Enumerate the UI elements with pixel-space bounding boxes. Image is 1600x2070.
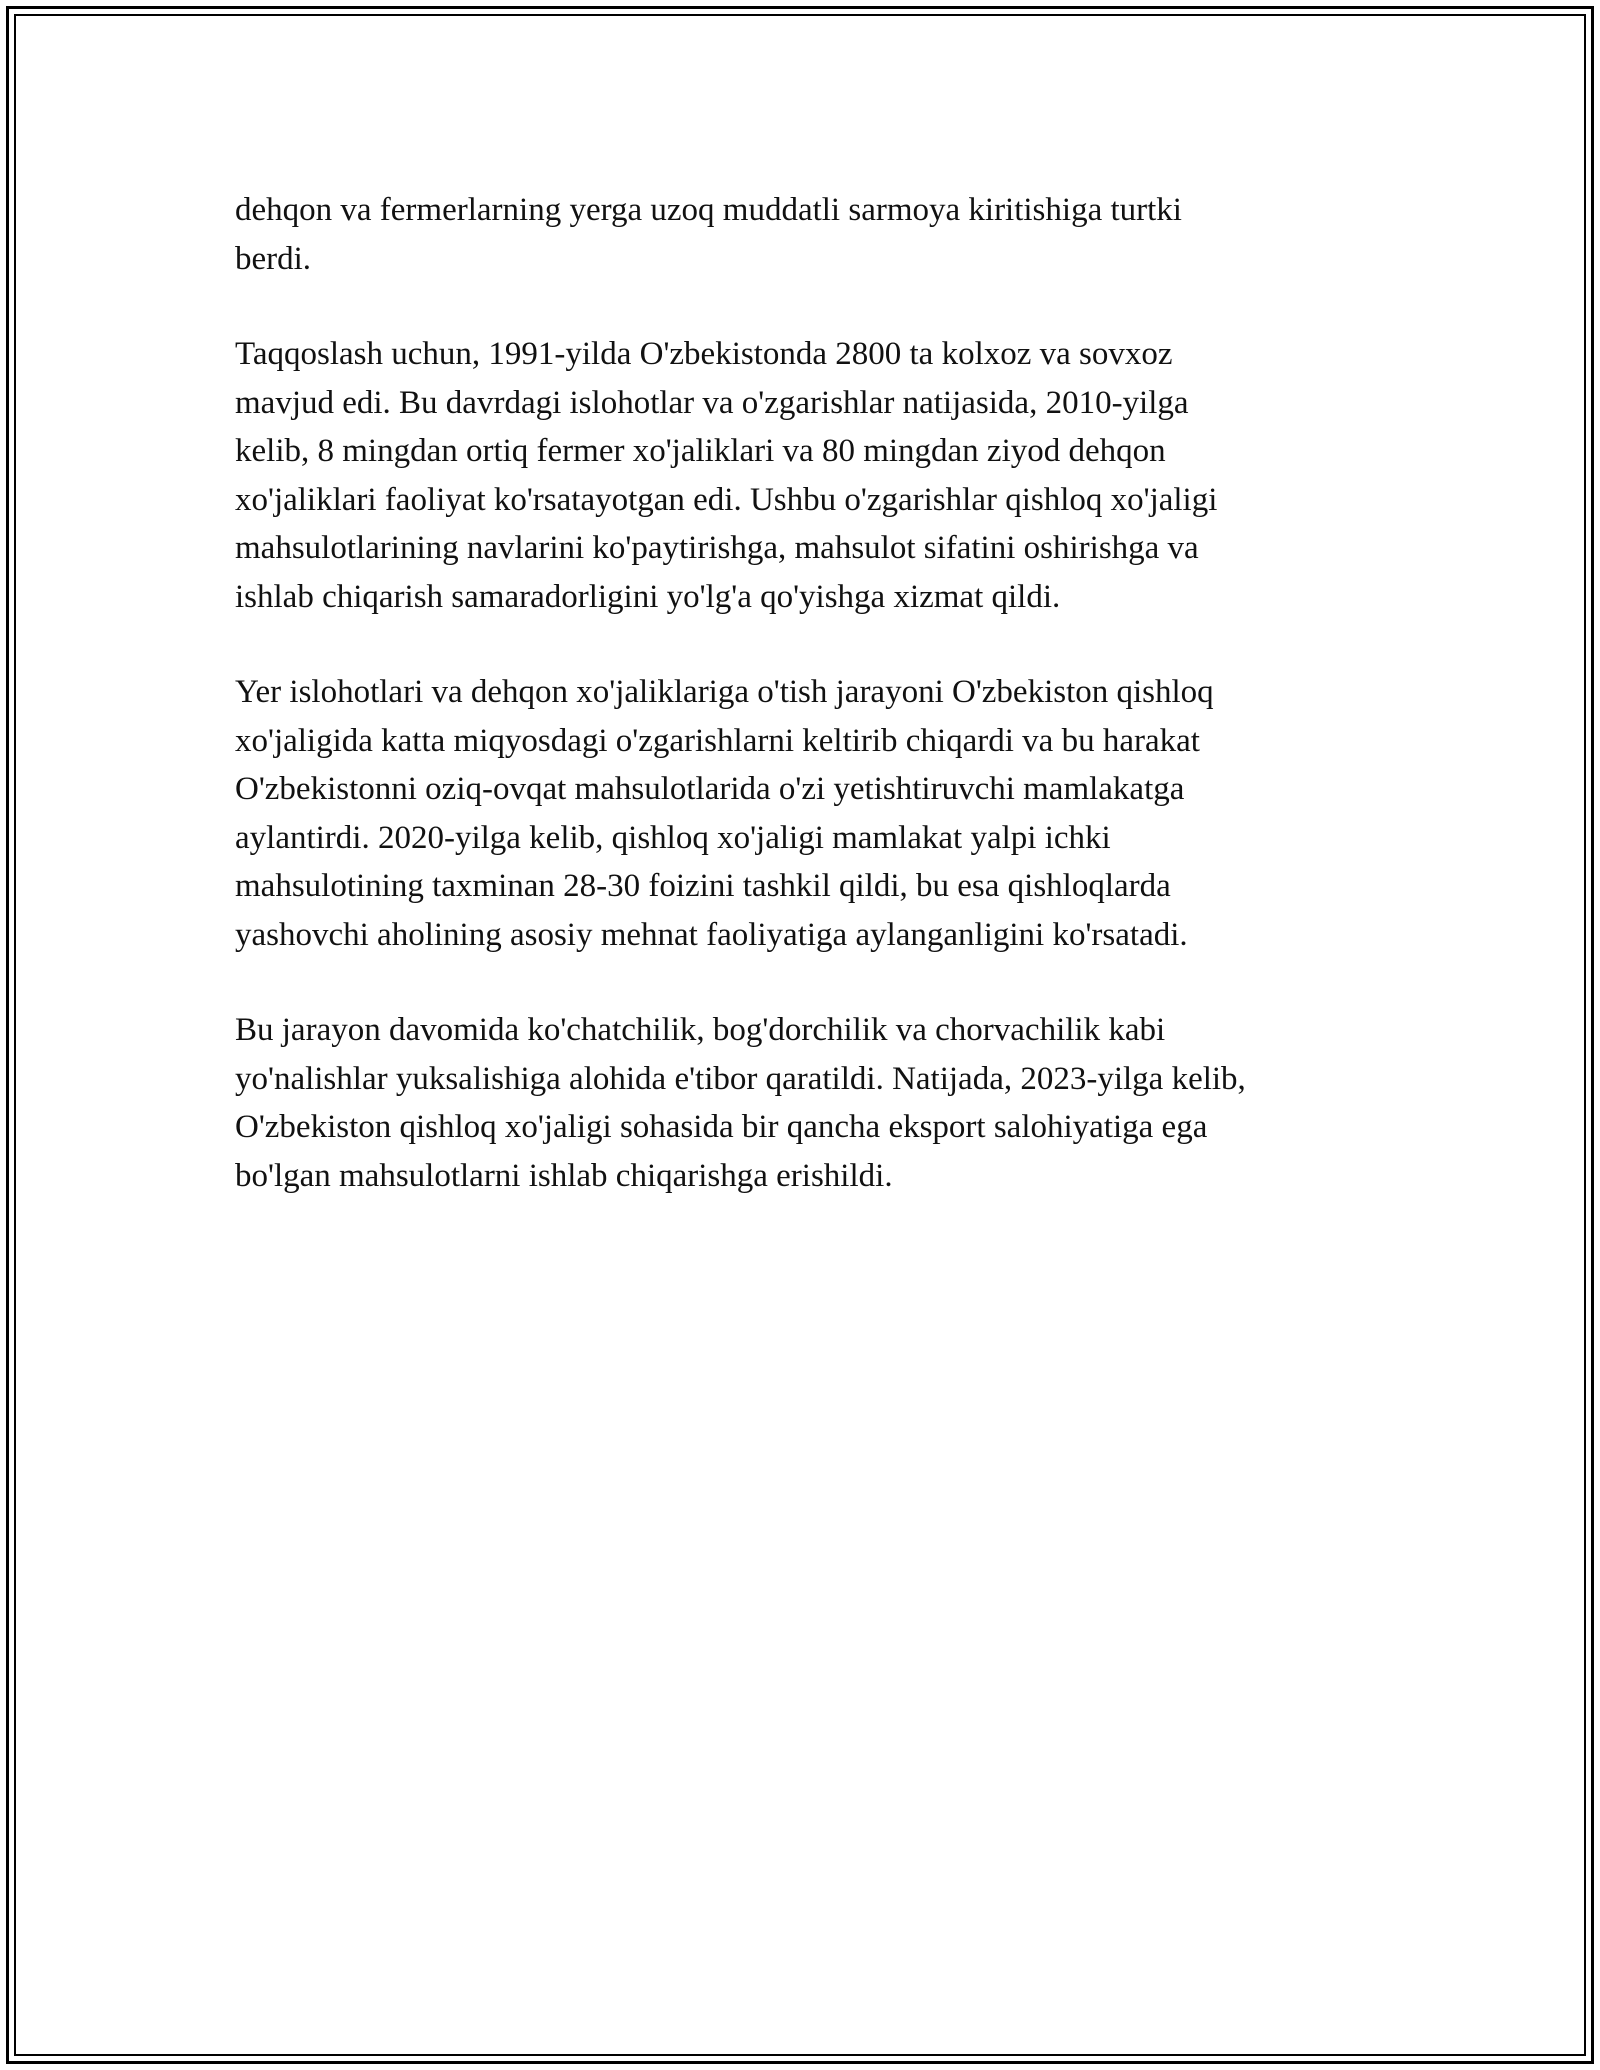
paragraph-3: Yer islohotlari va dehqon xo'jaliklariga o'tish jarayoni O'zbekiston qishloq xo'jaligida katta miqyosdagi o'zgarishlarni keltirib chiqardi va bu harakat O'zbekistonni oziq-ovqat mahsulotlarida o'zi yetishtiruvchi mamlakatga aylantirdi. 2020-yilga kelib, qishloq xo'jaligi mamlakat yalpi ichki mahsulotining taxminan 28-30 foizini tashkil qildi, bu esa qishloqlarda yashovchi aholining asosiy mehnat faoliyatiga aylanganligini ko'rsatadi. bbox=[235, 674, 1214, 953]
document-body bbox=[235, 186, 1375, 1247]
paragraph-2: Taqqoslash uchun, 1991-yilda O'zbekistonda 2800 ta kolxoz va sovxoz mavjud edi. Bu davrdagi islohotlar va o'zgarishlar natijasida, 2010-yilga kelib, 8 mingdan ortiq fermer xo'jaliklari va 80 mingdan ziyod dehqon xo'jaliklari faoliyat ko'rsatayotgan edi. Ushbu o'zgarishlar qishloq xo'jaligi mahsulotlarining navlarini ko'paytirishga, mahsulot sifatini oshirishga va ishlab chiqarish samaradorligini yo'lg'a qo'yishga xizmat qildi. bbox=[235, 336, 1218, 615]
paragraph-4: Bu jarayon davomida ko'chatchilik, bog'dorchilik va chorvachilik kabi yo'nalishlar yuksalishiga alohida e'tibor qaratildi. Natijada, 2023-yilga kelib, O'zbekiston qishloq xo'jaligi sohasida bir qancha eksport salohiyatiga ega bo'lgan mahsulotlarni ishlab chiqarishga erishildi. bbox=[235, 1012, 1246, 1194]
paragraph-1: dehqon va fermerlarning yerga uzoq muddatli sarmoya kiritishiga turtki berdi. bbox=[235, 192, 1182, 277]
